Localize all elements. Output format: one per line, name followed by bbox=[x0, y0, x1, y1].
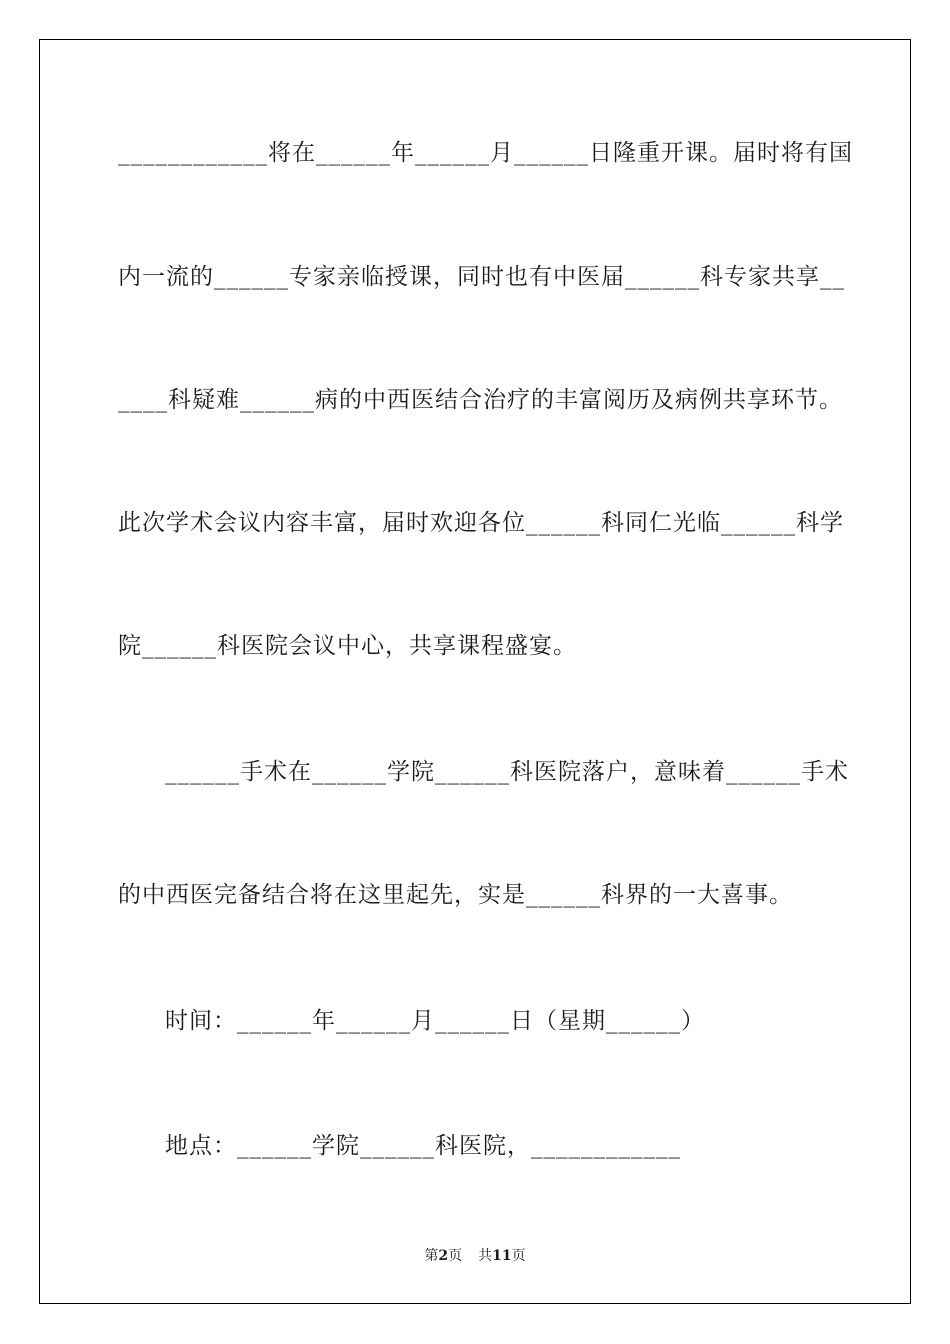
page-suffix: 页 bbox=[448, 1248, 463, 1264]
time-line: 时间：______年______月______日（星期______） bbox=[165, 1008, 705, 1034]
paragraph-line-4: 此次学术会议内容丰富，届时欢迎各位______科同仁光临______科学 bbox=[118, 510, 844, 536]
total-suffix: 页 bbox=[511, 1248, 526, 1264]
paragraph-line-7: 的中西医完备结合将在这里起先，实是______科界的一大喜事。 bbox=[118, 882, 793, 908]
paragraph-line-2: 内一流的______专家亲临授课，同时也有中医届______科专家共享__ bbox=[118, 264, 845, 290]
page-border bbox=[39, 39, 911, 1304]
page-prefix: 第 bbox=[424, 1248, 439, 1264]
paragraph-line-1: ____________将在______年______月______日隆重开课。届时将有国 bbox=[118, 140, 853, 166]
total-prefix: 共 bbox=[478, 1248, 493, 1264]
paragraph-line-6: ______手术在______学院______科医院落户，意味着______手术 bbox=[165, 759, 849, 785]
location-line: 地点：______学院______科医院，____________ bbox=[165, 1133, 681, 1159]
total-pages: 11 bbox=[492, 1248, 512, 1264]
paragraph-line-5: 院______科医院会议中心，共享课程盛宴。 bbox=[118, 633, 577, 659]
paragraph-line-3: ____科疑难______病的中西医结合治疗的丰富阅历及病例共享环节。 bbox=[118, 387, 843, 413]
page-number: 2 bbox=[438, 1248, 449, 1264]
page-footer bbox=[0, 1246, 950, 1266]
